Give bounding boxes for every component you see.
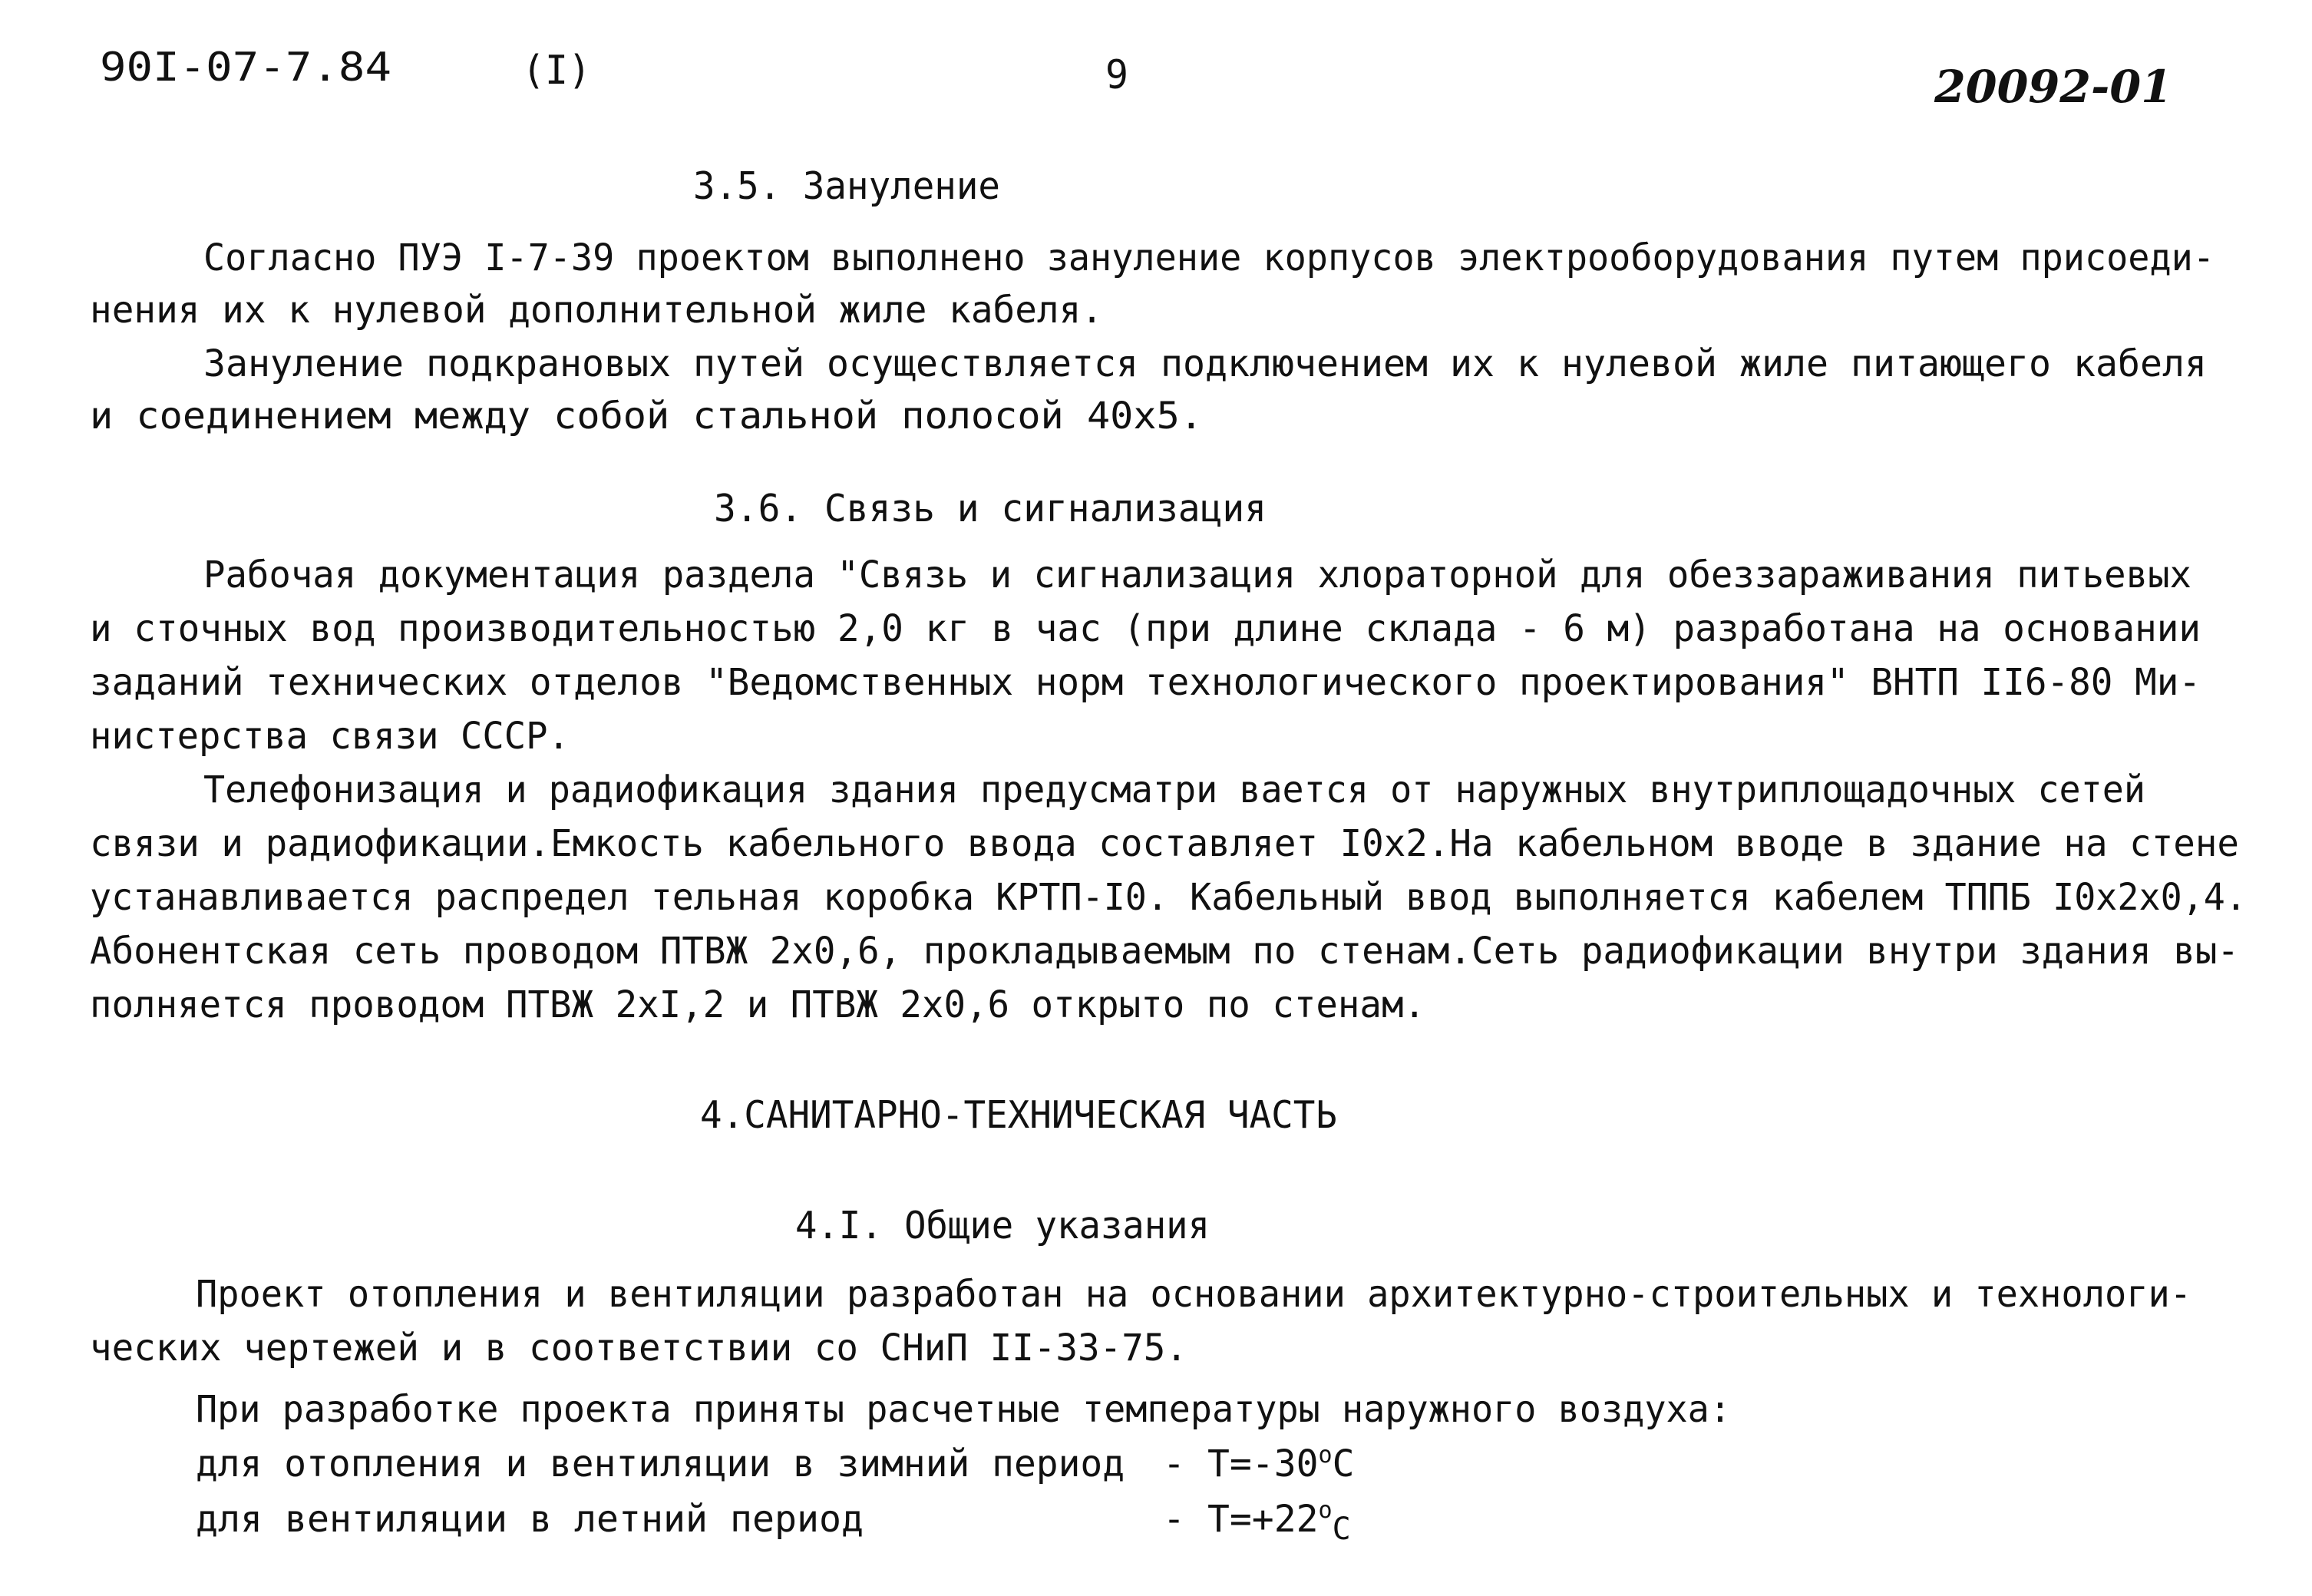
issue-number: (I) bbox=[522, 48, 591, 94]
s36-line-5: Телефонизация и радиофикация здания предусматри вается от наружных внутриплощадочных сетей bbox=[203, 768, 2145, 811]
s35-line-3: Зануление подкрановых путей осуществляется подключением их к нулевой жиле питающего кабеля bbox=[203, 342, 2207, 385]
temp-summer-prefix: Т=+22 bbox=[1207, 1498, 1319, 1541]
s35-line-1: Согласно ПУЭ I-7-39 проектом выполнено зануление корпусов электрооборудования путем присоеди- bbox=[203, 236, 2215, 279]
s36-line-9: полняется проводом ПТВЖ 2хI,2 и ПТВЖ 2х0,6 открыто по стенам. bbox=[90, 983, 1425, 1026]
s41-line-1: Проект отопления и вентиляции разработан на основании архитектурно-строительных и технологи- bbox=[196, 1273, 2191, 1316]
temp-winter-value bbox=[1207, 1442, 1355, 1485]
s36-line-6: связи и радиофикации.Емкость кабельного ввода составляет I0х2.На кабельном вводе в здание на стене bbox=[90, 822, 2239, 865]
temp-summer-value bbox=[1207, 1497, 1351, 1547]
s36-line-7: устанавливается распредел тельная коробка КРТП-I0. Кабельный ввод выполняется кабелем ТППБ I0х2х0,4. bbox=[90, 876, 2247, 919]
section-3-5-title: 3.5. Зануление bbox=[693, 164, 1000, 208]
page-number: 9 bbox=[1105, 52, 1128, 98]
section-4-title: 4.САНИТАРНО-ТЕХНИЧЕСКАЯ ЧАСТЬ bbox=[700, 1093, 1337, 1137]
s36-line-2: и сточных вод производительностью 2,0 кг в час (при длине склада - 6 м) разработана на основании bbox=[90, 607, 2201, 650]
temp-winter-degree: о bbox=[1318, 1442, 1333, 1469]
inventory-number: 20092-01 bbox=[1934, 61, 2172, 113]
s35-line-2: нения их к нулевой дополнительной жиле кабеля. bbox=[90, 289, 1103, 332]
temp-summer-dash: - bbox=[1163, 1498, 1185, 1541]
s41-line-3: При разработке проекта приняты расчетные температуры наружного воздуха: bbox=[196, 1388, 1731, 1431]
section-4-1-title: 4.I. Общие указания bbox=[795, 1204, 1210, 1247]
temp-winter-dash: - bbox=[1163, 1442, 1185, 1485]
temp-summer-label: для вентиляции в летний период bbox=[196, 1498, 864, 1541]
s36-line-3: заданий технических отделов "Ведомственных норм технологического проектирования" ВНТП II6-80 Ми- bbox=[90, 661, 2201, 704]
s36-line-8: Абонентская сеть проводом ПТВЖ 2х0,6, прокладываемым по стенам.Сеть радиофикации внутри здания вы- bbox=[90, 930, 2239, 973]
temp-winter-unit: С bbox=[1332, 1442, 1355, 1485]
temp-winter-label: для отопления и вентиляции в зимний период bbox=[196, 1442, 1125, 1485]
section-3-6-title: 3.6. Связь и сигнализация bbox=[714, 487, 1267, 530]
temp-winter-prefix: Т=-30 bbox=[1207, 1442, 1319, 1485]
s36-line-4: нистерства связи СССР. bbox=[90, 715, 570, 758]
s36-line-1: Рабочая документация раздела "Связь и сигнализация хлораторной для обеззараживания питьевых bbox=[203, 553, 2191, 596]
s35-line-4: и соединением между собой стальной полосой 40х5. bbox=[90, 395, 1203, 438]
temp-summer-unit: С bbox=[1332, 1512, 1351, 1547]
temp-summer-degree: о bbox=[1318, 1497, 1333, 1524]
s41-line-2: ческих чертежей и в соответствии со СНиП II-33-75. bbox=[90, 1327, 1187, 1370]
document-code: 90I-07-7.84 bbox=[100, 45, 391, 91]
